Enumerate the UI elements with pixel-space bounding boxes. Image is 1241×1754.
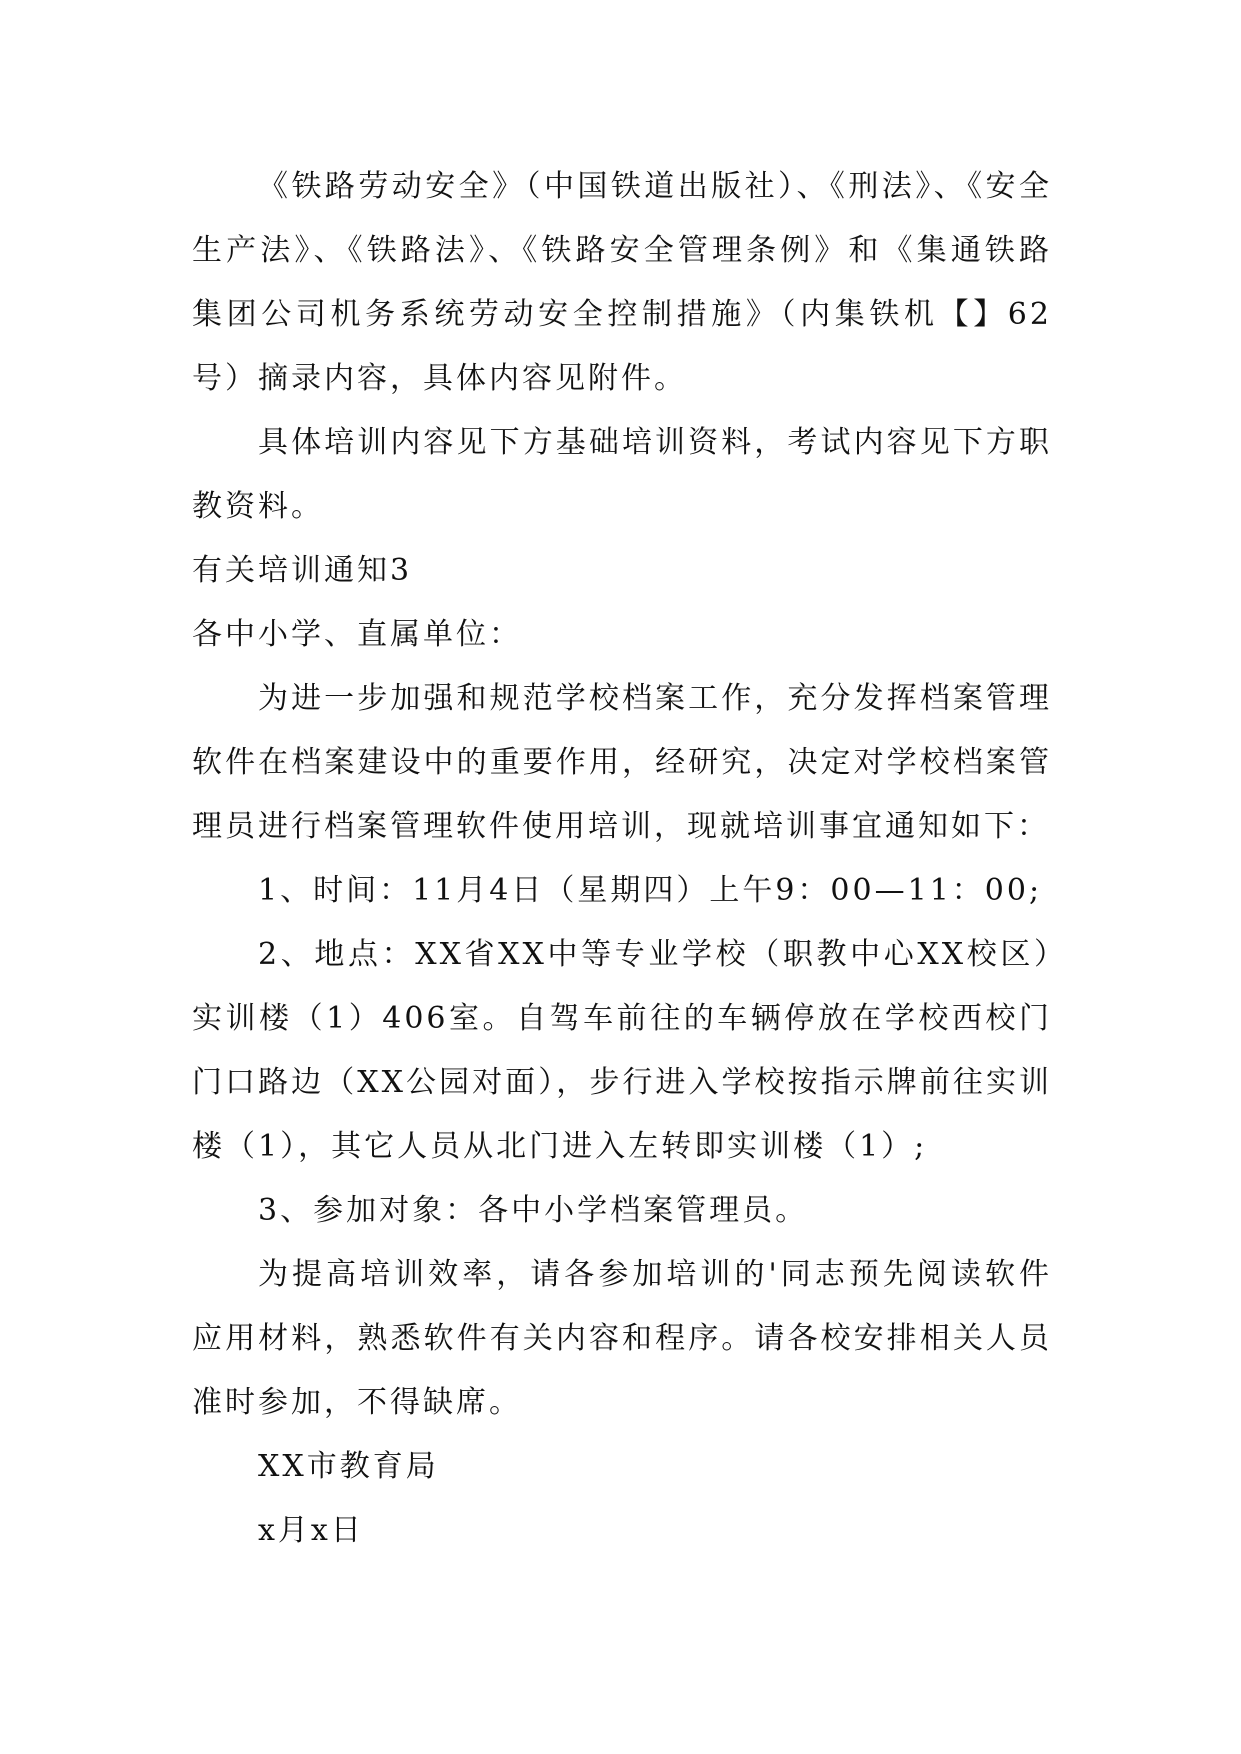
paragraph-notice-purpose: 为进一步加强和规范学校档案工作，充分发挥档案管理软件在档案建设中的重要作用，经研究，决定对学校档案管理员进行档案管理软件使用培训，现就培训事宜通知如下： <box>192 681 1052 844</box>
item-location: 2、地点：XX省XX中等专业学校（职教中心XX校区）实训楼（1）406室。自驾车前往的车辆停放在学校西校门门口路边（XX公园对面），步行进入学校按指示牌前往实训楼（1），其它人员从北门进入左转即实训楼（1）; <box>192 937 1052 1164</box>
issuer-signature: XX市教育局 <box>258 1449 439 1484</box>
paragraph-training-content: 具体培训内容见下方基础培训资料，考试内容见下方职教资料。 <box>192 425 1052 524</box>
item-time: 1、时间：11月4日（星期四）上午9：00—11：00; <box>258 873 1043 908</box>
paragraph-requirements: 为提高培训效率，请各参加培训的'同志预先阅读软件应用材料，熟悉软件有关内容和程序。请各校安排相关人员准时参加，不得缺席。 <box>192 1257 1052 1420</box>
notice-title: 有关培训通知3 <box>192 553 413 588</box>
document-body <box>192 155 1052 1563</box>
item-participants: 3、参加对象：各中小学档案管理员。 <box>258 1193 809 1228</box>
notice-recipients: 各中小学、直属单位： <box>192 617 522 652</box>
issue-date: x月x日 <box>258 1513 364 1548</box>
paragraph-reference-materials: 《铁路劳动安全》（中国铁道出版社）、《刑法》、《安全生产法》、《铁路法》、《铁路安全管理条例》和《集通铁路集团公司机务系统劳动安全控制措施》（内集铁机【】62号）摘录内容，具体内容见附件。 <box>192 169 1052 396</box>
